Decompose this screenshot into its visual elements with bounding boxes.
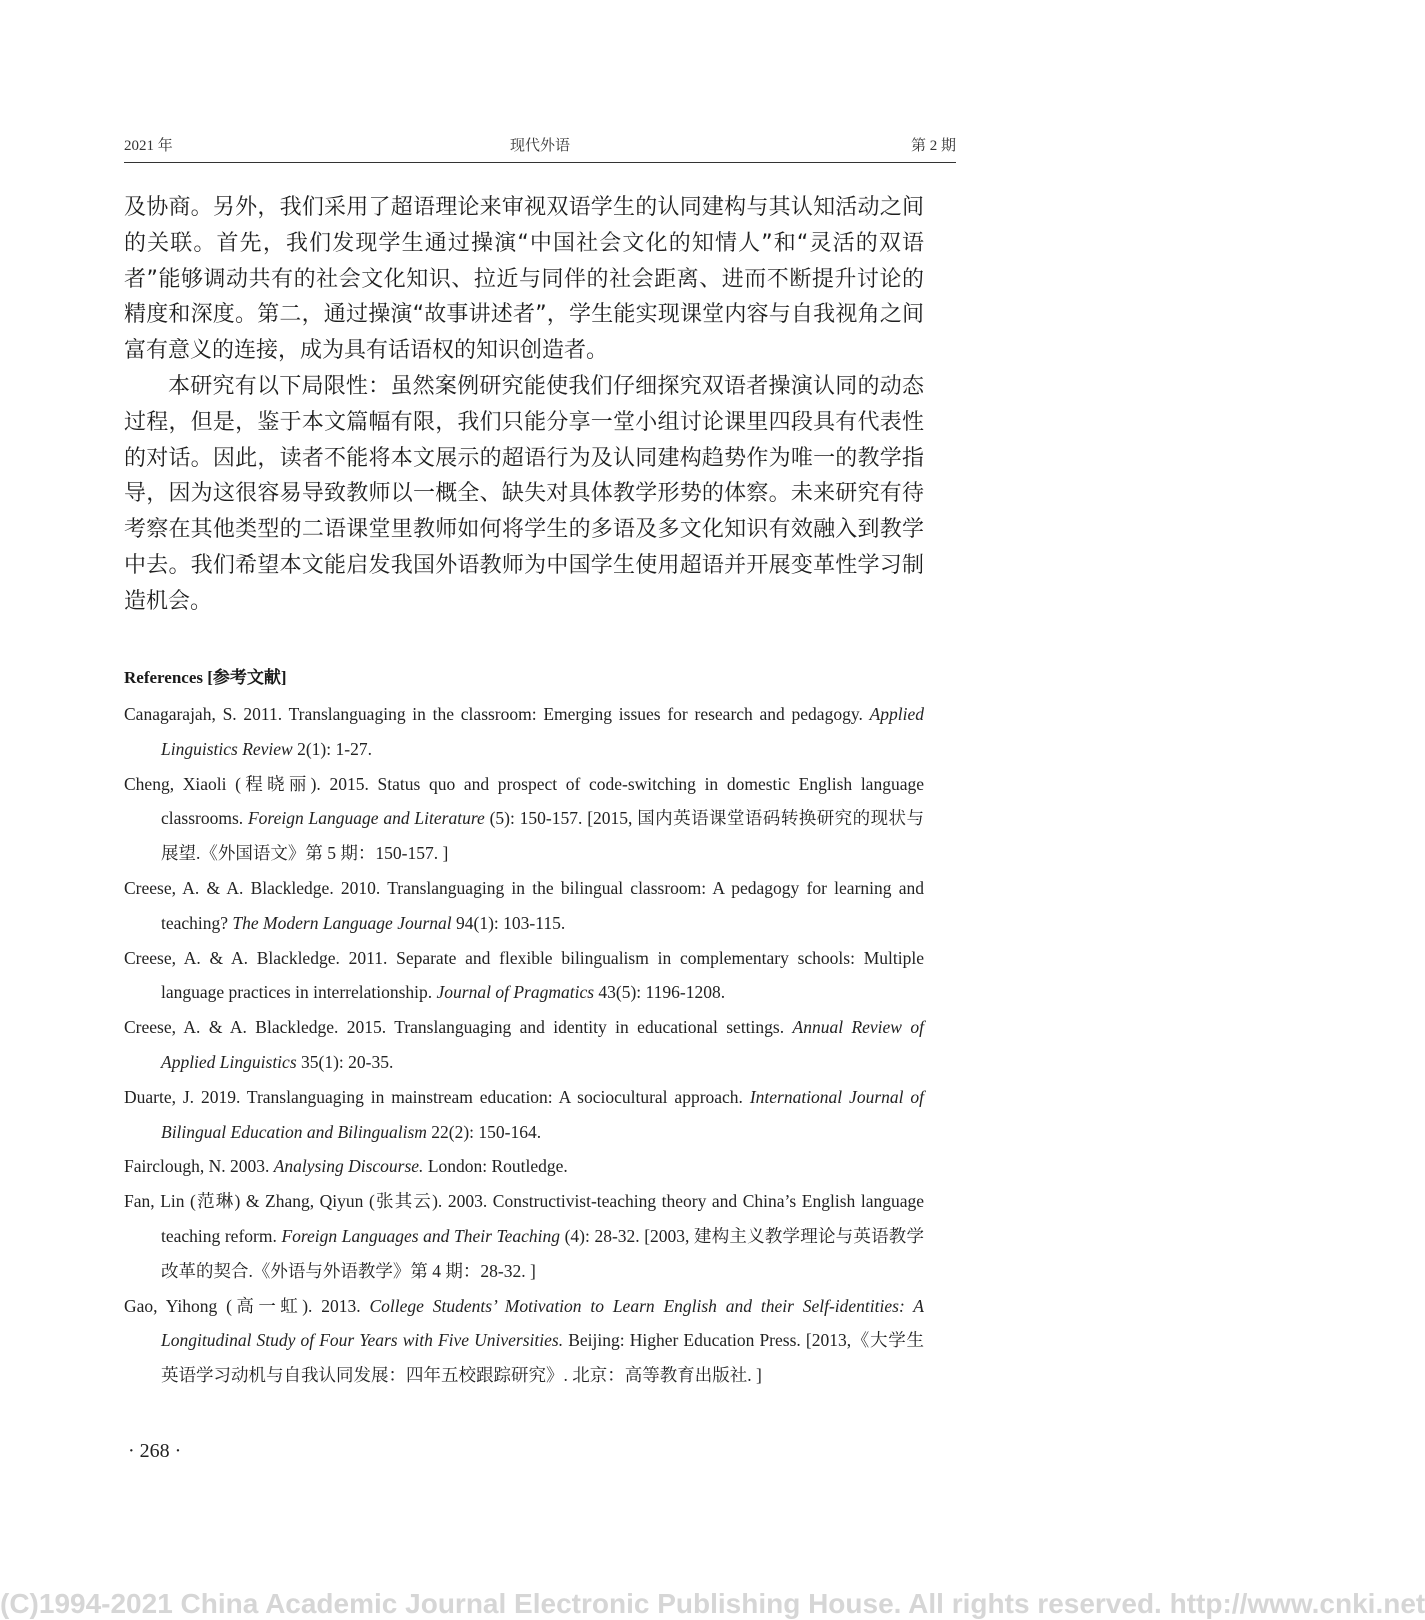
reference-list (124, 697, 924, 1393)
reference-item: Fan, Lin (范琳) & Zhang, Qiyun (张其云). 2003. Constructivist-teaching theory and China’s English language teaching reform. Foreign Languages and Their Teaching (4): 28-32. [2003, 建构主义教学理论与英语教学改革的契合.《外语与外语教学》第 4 期：28-32. ] (124, 1191, 925, 1281)
reference-item: Duarte, J. 2019. Translanguaging in mainstream education: A sociocultural approach. International Journal of Bilingual Education and Bilingualism 22(2): 150-164. (124, 1086, 924, 1142)
reference-item: Creese, A. & A. Blackledge. 2010. Translanguaging in the bilingual classroom: A pedagogy for learning and teaching? The Modern Language Journal 94(1): 103-115. (124, 877, 924, 933)
header-journal-title: 现代外语 (509, 138, 570, 154)
running-header (124, 128, 956, 163)
paragraph-continuation: 及协商。另外，我们采用了超语理论来审视双语学生的认同建构与其认知活动之间的关联。首先，我们发现学生通过操演“中国社会文化的知情人”和“灵活的双语者”能够调动共有的社会文化知识、拉近与同伴的社会距离、进而不断提升讨论的精度和深度。第二，通过操演“故事讲述者”，学生能实现课堂内容与自我视角之间富有意义的连接，成为具有话语权的知识创造者。 (124, 195, 924, 364)
reference-item: Cheng, Xiaoli (程晓丽). 2015. Status quo and prospect of code-switching in domestic English language classrooms. Foreign Language and Literature (5): 150-157. [2015, 国内英语课堂语码转换研究的现状与展望.《外国语文》第 5 期：150-157. ] (124, 773, 924, 864)
body-text (124, 190, 924, 620)
header-issue: 第 2 期 (910, 138, 956, 154)
page-number: · 268 · (128, 1440, 182, 1462)
copyright-watermark: (C)1994-2021 China Academic Journal Electronic Publishing House. All rights reserved. http://www.cnki.net (0, 1588, 1425, 1619)
reference-item: Canagarajah, S. 2011. Translanguaging in the classroom: Emerging issues for research and pedagogy. Applied Linguistics Review 2(1): 1-27. (124, 704, 924, 759)
paragraph-limitations: 本研究有以下局限性：虽然案例研究能使我们仔细探究双语者操演认同的动态过程，但是，鉴于本文篇幅有限，我们只能分享一堂小组讨论课里四段具有代表性的对话。因此，读者不能将本文展示的超语行为及认同建构趋势作为唯一的教学指导，因为这很容易导致教师以一概全、缺失对具体教学形势的体察。未来研究有待考察在其他类型的二语课堂里教师如何将学生的多语及多文化知识有效融入到教学中去。我们希望本文能启发我国外语教师为中国学生使用超语并开展变革性学习制造机会。 (124, 373, 924, 614)
reference-item: Creese, A. & A. Blackledge. 2011. Separate and flexible bilingualism in complementary schools: Multiple language practices in interrelationship. Journal of Pragmatics 43(5): 1196-1208. (124, 947, 924, 1003)
reference-item: Gao, Yihong (高一虹). 2013. College Students’ Motivation to Learn English and their Self-identities: A Longitudinal Study of Four Years with Five Universities. Beijing: Higher Education Press. [2013,《大学生英语学习动机与自我认同发展：四年五校跟踪研究》. 北京：高等教育出版社. ] (124, 1295, 924, 1386)
references-heading: References [参考文献] (124, 668, 287, 687)
reference-item: Fairclough, N. 2003. Analysing Discourse. London: Routledge. (124, 1156, 568, 1177)
reference-item: Creese, A. & A. Blackledge. 2015. Translanguaging and identity in educational settings. Annual Review of Applied Linguistics 35(1): 20-35. (124, 1017, 924, 1072)
header-year: 2021 年 (124, 138, 173, 154)
